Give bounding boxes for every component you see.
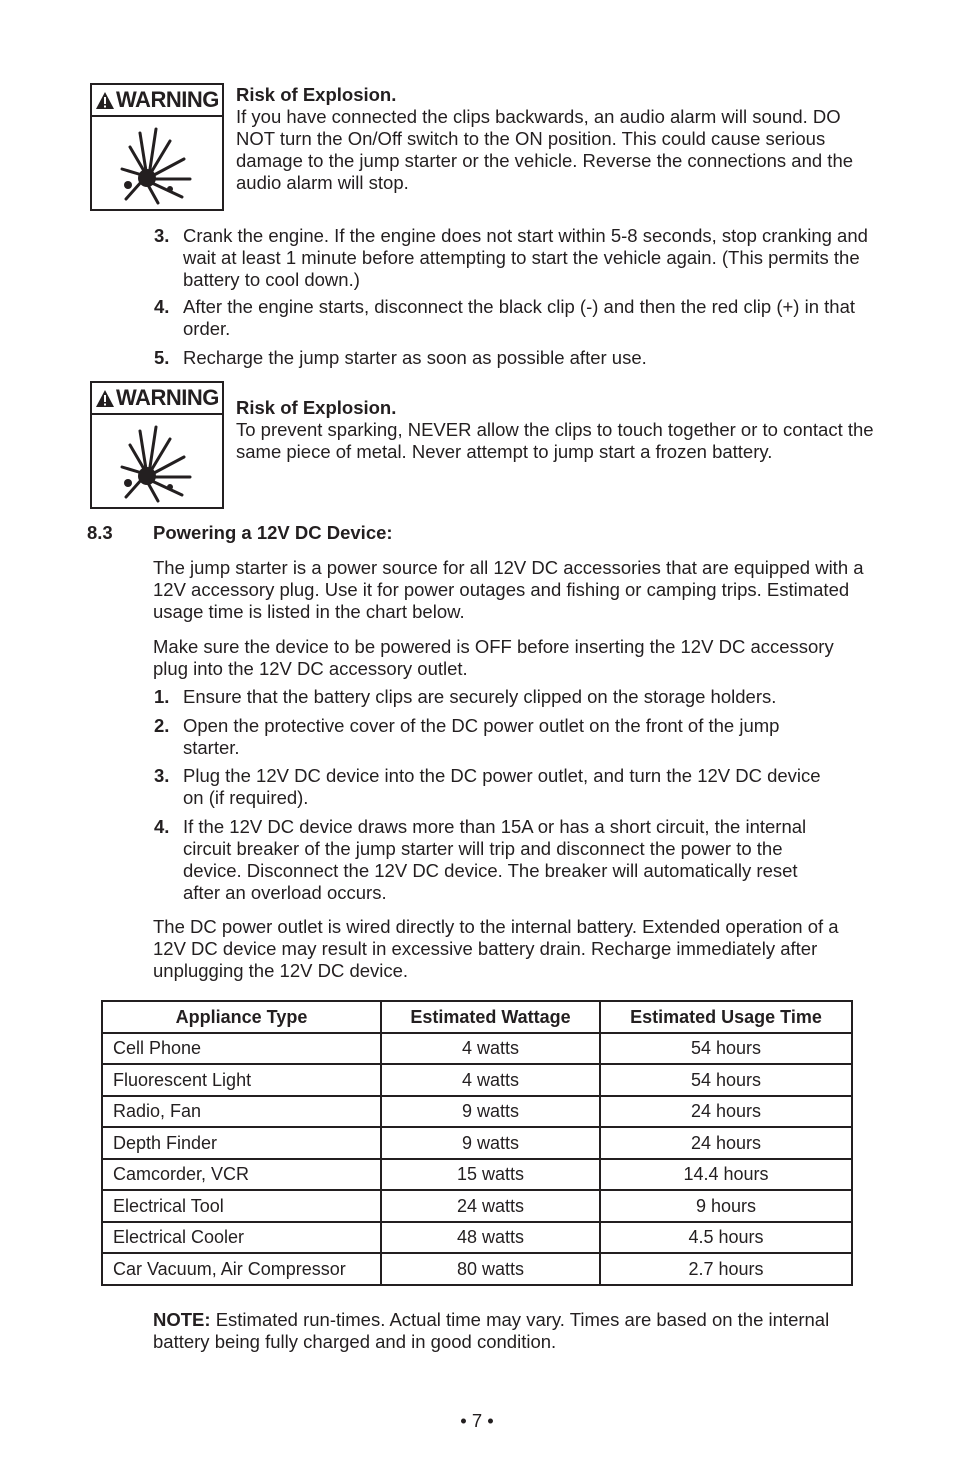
note [153,1309,873,1353]
step-number: 1. [154,686,170,707]
step-number: 4. [154,296,170,317]
wattage-cell: 15 watts [381,1159,600,1191]
list-item [154,686,874,708]
column-header: Appliance Type [102,1001,381,1033]
explosion-icon [112,123,202,205]
step-text: Ensure that the battery clips are securely clipped on the storage holders. [183,686,777,707]
list-item [154,225,874,291]
warning-body: If you have connected the clips backwards, an audio alarm will sound. DO NOT turn the On/Off switch to the ON position. This could cause serious damage to the jump starter or the vehicle. Reverse the connections and the audio alarm will stop. [236,106,854,193]
step-text: Plug the 12V DC device into the DC power outlet, and turn the 12V DC device on (if required). [183,765,821,808]
wattage-cell: 80 watts [381,1253,600,1285]
usage-table [101,1000,853,1286]
section-intro-2: Make sure the device to be powered is OFF before inserting the 12V DC accessory plug into the 12V DC accessory outlet. [153,636,834,679]
appliance-cell: Fluorescent Light [102,1064,381,1096]
section-number: 8.3 [87,522,113,543]
list-item [154,816,874,904]
step-text: Crank the engine. If the engine does not start within 5-8 seconds, stop cranking and wait at least 1 minute before attempting to start the vehicle again. (This permits the battery to cool down.) [183,225,868,290]
warning-label: WARNING [116,87,219,112]
wattage-cell: 9 watts [381,1127,600,1159]
wattage-cell: 4 watts [381,1064,600,1096]
wattage-cell: 9 watts [381,1096,600,1128]
appliance-cell: Electrical Cooler [102,1222,381,1254]
table-header-row [102,1001,852,1033]
list-item [154,347,874,369]
note-label: NOTE: [153,1309,211,1330]
appliance-cell: Car Vacuum, Air Compressor [102,1253,381,1285]
column-header: Estimated Wattage [381,1001,600,1033]
usage-time-cell: 4.5 hours [600,1222,852,1254]
table-row [102,1033,852,1065]
section-outro: The DC power outlet is wired directly to the internal battery. Extended operation of a 12V DC device may result in excessive battery drain. Recharge immediately after unplugging the 12V DC device. [153,916,839,981]
warning-header [92,85,222,117]
warning-text-2 [236,397,876,463]
explosion-icon [112,421,202,503]
usage-time-cell: 14.4 hours [600,1159,852,1191]
step-number: 2. [154,715,170,736]
wattage-cell: 4 watts [381,1033,600,1065]
table-row [102,1253,852,1285]
appliance-cell: Electrical Tool [102,1190,381,1222]
step-text: If the 12V DC device draws more than 15A or has a short circuit, the internal circuit breaker of the jump starter will trip and disconnect the power to the device. Disconnect the 12V DC device. The breaker will automatically reset after an overload occurs. [183,816,807,903]
step-text: Open the protective cover of the DC power outlet on the front of the jump starter. [183,715,780,758]
list-item [154,715,874,759]
warning-box-1 [90,83,224,211]
step-text: After the engine starts, disconnect the black clip (-) and then the red clip (+) in that order. [183,296,856,339]
wattage-cell: 24 watts [381,1190,600,1222]
table-row [102,1127,852,1159]
page-number: • 7 • [460,1410,494,1431]
usage-time-cell: 54 hours [600,1064,852,1096]
wattage-cell: 48 watts [381,1222,600,1254]
step-number: 3. [154,225,170,246]
appliance-cell: Radio, Fan [102,1096,381,1128]
warning-label: WARNING [116,385,219,410]
note-text: Estimated run-times. Actual time may vary. Times are based on the internal battery being fully charged and in good condition. [153,1309,830,1352]
warning-title: Risk of Explosion. [236,84,397,105]
warning-triangle-icon [95,389,115,408]
warning-text-1 [236,84,876,194]
warning-body: To prevent sparking, NEVER allow the clips to touch together or to contact the same piece of metal. Never attempt to jump start a frozen battery. [236,419,874,462]
section-intro-1: The jump starter is a power source for all 12V DC accessories that are equipped with a 12V accessory plug. Use it for power outages and fishing or camping trips. Estimated usage time is listed in the chart below. [153,557,864,622]
usage-time-cell: 9 hours [600,1190,852,1222]
warning-header [92,383,222,415]
table-row [102,1159,852,1191]
appliance-cell: Camcorder, VCR [102,1159,381,1191]
warning-triangle-icon [95,91,115,110]
warning-box-2 [90,381,224,509]
appliance-cell: Cell Phone [102,1033,381,1065]
step-number: 3. [154,765,170,786]
warning-title: Risk of Explosion. [236,397,397,418]
step-number: 4. [154,816,170,837]
step-text: Recharge the jump starter as soon as possible after use. [183,347,647,368]
table-row [102,1190,852,1222]
usage-time-cell: 24 hours [600,1096,852,1128]
table-row [102,1222,852,1254]
column-header: Estimated Usage Time [600,1001,852,1033]
step-number: 5. [154,347,170,368]
usage-time-cell: 54 hours [600,1033,852,1065]
list-item [154,296,874,340]
table-row [102,1096,852,1128]
usage-time-cell: 2.7 hours [600,1253,852,1285]
section-title: Powering a 12V DC Device: [153,522,393,543]
list-item [154,765,874,809]
usage-time-cell: 24 hours [600,1127,852,1159]
appliance-cell: Depth Finder [102,1127,381,1159]
table-row [102,1064,852,1096]
